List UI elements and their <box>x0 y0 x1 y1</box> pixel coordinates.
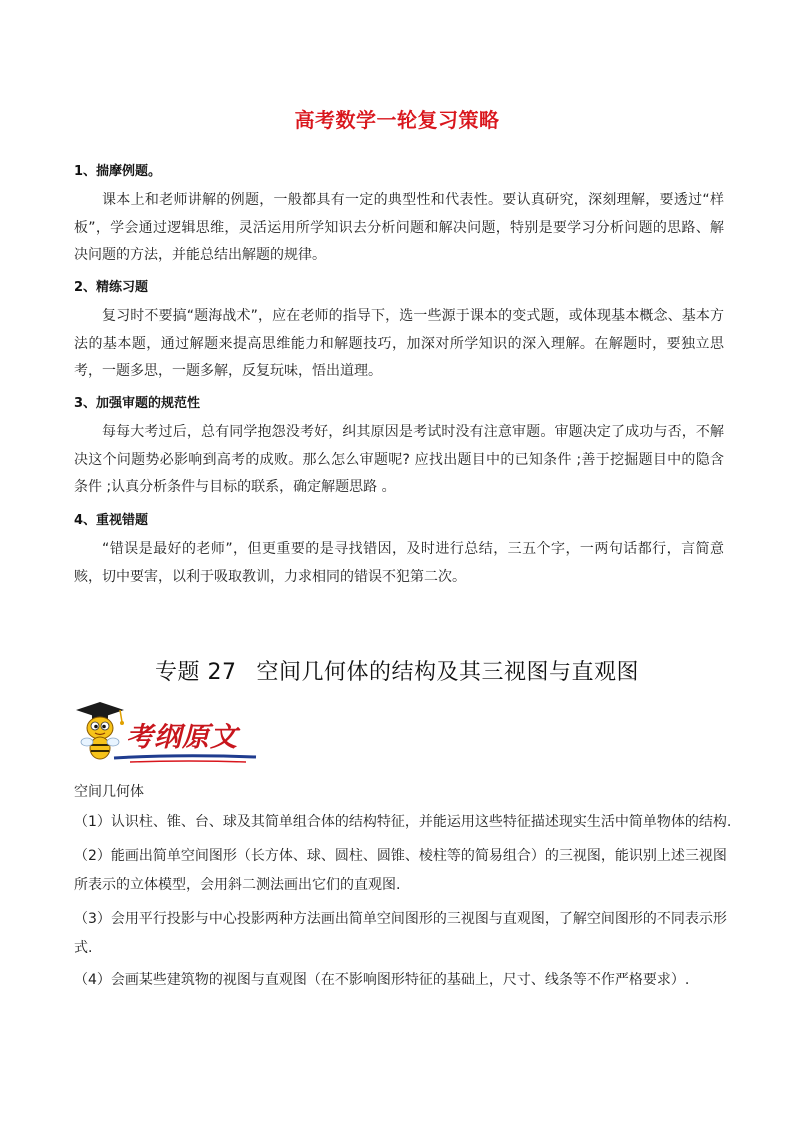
outline-banner <box>70 700 260 766</box>
graduation-bee-mascot-icon <box>70 700 260 766</box>
section-body-2: 复习时不要搞“题海战术”，应在老师的指导下，选一些源于课本的变式题，或体现基本概念、基本方法的基本题，通过解题来提高思维能力和解题技巧，加深对所学知识的深入理解。在解题时，要独立思考，一题多思，一题多解，反复玩味，悟出道理。 <box>74 308 724 379</box>
outline-item-3: （3）会用平行投影与中心投影两种方法画出简单空间图形的三视图与直观图，了解空间图形的不同表示形式. <box>74 911 727 956</box>
topic-number: 专题 27 <box>154 660 237 685</box>
section-heading-2: 2、精练习题 <box>74 280 149 295</box>
outline-title: 空间几何体 <box>74 784 144 800</box>
section-body-1: 课本上和老师讲解的例题，一般都具有一定的典型性和代表性。要认真研究，深刻理解，要透过“样板”，学会通过逻辑思维，灵活运用所学知识去分析问题和解决问题，特别是要学习分析问题的思路、解决问题的方法，并能总结出解题的规律。 <box>74 192 724 263</box>
topic-title <box>0 655 794 686</box>
outline-item-4: （4）会画某些建筑物的视图与直观图（在不影响图形特征的基础上，尺寸、线条等不作严格要求）. <box>74 972 690 988</box>
topic-name: 空间几何体的结构及其三视图与直观图 <box>256 660 639 685</box>
section-heading-1: 1、揣摩例题。 <box>74 164 162 179</box>
section-heading-4: 4、重视错题 <box>74 513 149 528</box>
banner-label: 考纲原文 <box>126 722 238 753</box>
outline-item-2: （2）能画出简单空间图形（长方体、球、圆柱、圆锥、棱柱等的简易组合）的三视图，能识别上述三视图所表示的立体模型，会用斜二测法画出它们的直观图. <box>74 848 727 893</box>
page-title: 高考数学一轮复习策略 <box>294 108 500 132</box>
section-body-3: 每每大考过后，总有同学抱怨没考好，纠其原因是考试时没有注意审题。审题决定了成功与否，不解决这个问题势必影响到高考的成败。那么怎么审题呢? 应找出题目中的已知条件 ;善于挖掘题目中的隐含条件 ;认真分析条件与目标的联系，确定解题思路 。 <box>74 424 724 495</box>
section-heading-3: 3、加强审题的规范性 <box>74 396 201 411</box>
outline-item-1: （1）认识柱、锥、台、球及其简单组合体的结构特征，并能运用这些特征描述现实生活中简单物体的结构. <box>74 814 732 830</box>
section-body-4: “错误是最好的老师”，但更重要的是寻找错因，及时进行总结，三五个字，一两句话都行，言简意赅，切中要害，以利于吸取教训，力求相同的错误不犯第二次。 <box>74 541 724 585</box>
